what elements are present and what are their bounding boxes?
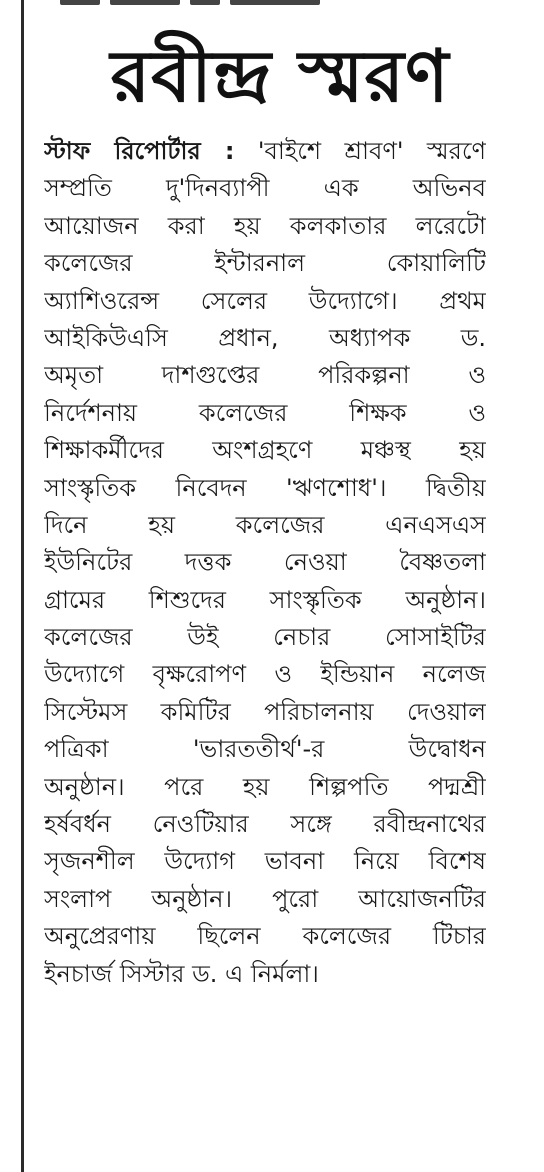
byline: স্টাফ রিপোর্টার : [44,137,235,165]
article-line: অনুপ্রেরণায় ছিলেন কলেজের টিচার [44,922,486,951]
headline: রবীন্দ্র স্মরণ [110,33,450,118]
article-line: অ্যাশিওরেন্স সেলের উদ্যোগে। প্রথম [44,286,486,315]
article-line: নির্দেশনায় কলেজের শিক্ষক ও [44,398,486,427]
article-line: অমৃতা দাশগুপ্তের পরিকল্পনা ও [44,361,486,390]
article-line: কলেজের ইন্টারনাল কোয়ালিটি [44,249,486,278]
article-line: সম্প্রতি দু'দিনব্যাপী এক অভিনব [44,174,486,203]
article-line: সাংস্কৃতিক নিবেদন 'ঋণশোধ'। দ্বিতীয় [44,473,486,502]
article-body [44,133,486,993]
article-line: আয়োজন করা হয় কলকাতার লরেটো [44,211,486,240]
article-line: হর্ষবর্ধন নেওটিয়ার সঙ্গে রবীন্দ্রনাথের [44,810,486,839]
article-line: উদ্যোগে বৃক্ষরোপণ ও ইন্ডিয়ান নলেজ [44,660,486,689]
article-line: ইনচার্জ সিস্টার ড. এ নির্মলা। [44,959,319,988]
article-line: সৃজনশীল উদ্যোগ ভাবনা নিয়ে বিশেষ [44,847,486,876]
article-line: আইকিউএসি প্রধান, অধ্যাপক ড. [44,323,486,352]
article-line: দিনে হয় কলেজের এনএসএস [44,510,486,539]
article-line: সিস্টেমস কমিটির পরিচালনায় দেওয়াল [44,697,486,726]
column-divider [21,0,24,1172]
cropped-previous-text [60,0,370,6]
article-line: পত্রিকা 'ভারততীর্থ'-র উদ্বোধন [44,735,486,764]
article-line: সংলাপ অনুষ্ঠান। পুরো আয়োজনটির [44,884,486,913]
article-line: ইউনিটের দত্তক নেওয়া বৈষ্ণতলা [44,548,486,577]
article-line: গ্রামের শিশুদের সাংস্কৃতিক অনুষ্ঠান। [44,585,486,614]
article-line: শিক্ষাকর্মীদের অংশগ্রহণে মঞ্চস্থ হয় [44,436,486,465]
article-line: অনুষ্ঠান। পরে হয় শিল্পপতি পদ্মশ্রী [44,772,486,801]
article-line: স্টাফ রিপোর্টার : 'বাইশে শ্রাবণ' স্মরণে [44,137,486,165]
article-line: কলেজের উই নেচার সোসাইটির [44,623,486,652]
